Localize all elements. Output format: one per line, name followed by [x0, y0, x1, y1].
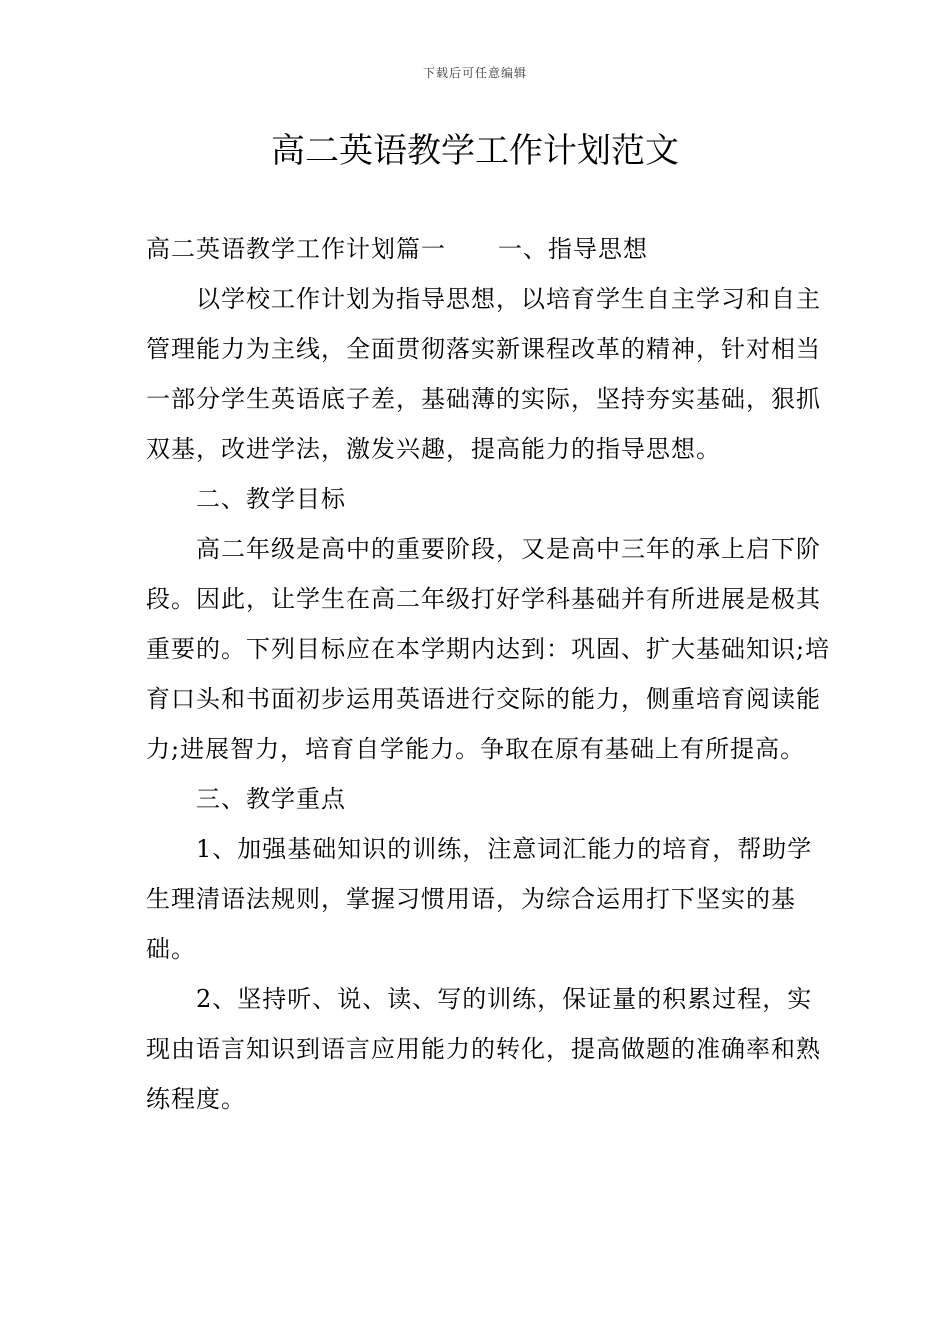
section-heading-2: 二、教学目标	[196, 485, 346, 513]
document-title: 高二英语教学工作计划范文	[271, 131, 679, 171]
header-note: 下载后可任意编辑	[422, 66, 527, 80]
document-body	[146, 224, 836, 1124]
paragraph-teaching-goals: 高二年级是高中的重要阶段，又是高中三年的承上启下阶段。因此，让学生在高二年级打好学科基础并有所进展是极其重要的。下列目标应在本学期内达到：巩固、扩大基础知识;培育口头和书面初步运用英语进行交际的能力，侧重培育阅读能力;进展智力，培育自学能力。争取在原有基础上有所提高。	[146, 535, 831, 763]
paragraph-guiding-ideology: 以学校工作计划为指导思想，以培育学生自主学习和自主管理能力为主线，全面贯彻落实新课程改革的精神，针对相当一部分学生英语底子差，基础薄的实际，坚持夯实基础，狠抓双基，改进学法，激发兴趣，提高能力的指导思想。	[146, 285, 821, 463]
first-line	[146, 224, 836, 274]
section-heading-3: 三、教学重点	[196, 785, 346, 813]
paragraph-focus-2: 2、坚持听、说、读、写的训练，保证量的积累过程，实现由语言知识到语言应用能力的转化，提高做题的准确率和熟练程度。	[146, 985, 821, 1113]
part-label: 高二英语教学工作计划篇一	[146, 235, 446, 263]
paragraph-focus-1: 1、加强基础知识的训练，注意词汇能力的培育，帮助学生理清语法规则，掌握习惯用语，为综合运用打下坚实的基础。	[146, 835, 813, 963]
section-heading-1: 一、指导思想	[498, 235, 648, 263]
